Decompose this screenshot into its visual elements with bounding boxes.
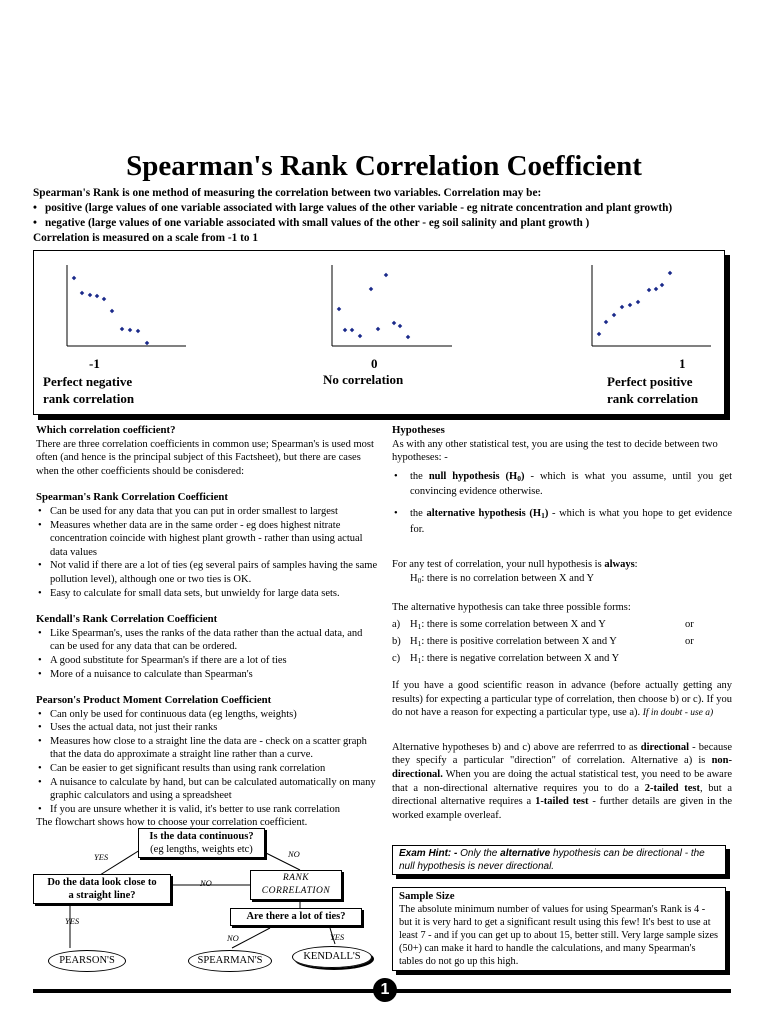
section-heading: Pearson's Product Moment Correlation Coefficient (36, 694, 272, 707)
form-row: c) $H_1$: there is negative correlation between X and Y (392, 652, 620, 665)
right-column (392, 424, 732, 822)
scatter-point (95, 294, 100, 299)
scatter-point (358, 334, 363, 339)
scatter-point (136, 329, 141, 334)
scatter-point (660, 283, 665, 288)
intro-line: Correlation is measured on a scale from -1 to 1 (33, 232, 258, 244)
list-item: • Measures whether data are in the same order - eg does highest nitrate concentration coincide with highest plant growth - rather than using actual data values (36, 519, 378, 560)
paragraph: The alternative hypothesis can take three possible forms: (392, 602, 631, 614)
scatter-point (628, 303, 633, 308)
flowchart-no: NO (200, 878, 212, 888)
scatter-point (102, 297, 107, 302)
section-heading: Kendall's Rank Correlation Coefficient (36, 613, 218, 626)
scatter-point (654, 287, 659, 292)
scatter-point (350, 328, 355, 333)
pearson-list (36, 708, 378, 817)
list-item-alternative: • the alternative hypothesis $(H_1)$ - which is what you hope to get evidence for. (392, 507, 732, 536)
page-title: Spearman's Rank Correlation Coefficient (126, 150, 642, 182)
section-heading: Sample Size (399, 890, 455, 902)
intro-line: Spearman's Rank is one method of measuring the correlation between two variables. Correlation may be: (33, 187, 542, 199)
list-item: • Can only be used for continuous data (eg lengths, weights) (36, 708, 378, 722)
intro-bullet: • positive (large values of one variable associated with large values of the other variable - eg nitrate concentration and plant growth) (33, 202, 673, 214)
scatter-point (604, 320, 609, 325)
scatter-point (145, 341, 150, 346)
panel-label: Perfect negative (43, 374, 133, 389)
paragraph: Alternative hypotheses b) and c) above are referrred to as directional - because they specify a particular "direction" of correlation. Alternative a) is non-directional. When you are doing the actual statistical test, you need to be aware that a non-directional alternative requires you to do a 2-tailed test, but a directional alternative requires a 1-tailed test - further details are given in the worked example overleaf. (392, 741, 733, 821)
scatter-point (88, 293, 93, 298)
left-column (36, 424, 378, 830)
scatter-point (376, 327, 381, 332)
flowchart-no: NO (288, 849, 300, 859)
scatter-point (392, 321, 397, 326)
list-item: • If you are unsure whether it is valid, it's better to use rank correlation (36, 803, 378, 817)
flowchart-rank-correlation: RANK CORRELATION (250, 870, 342, 900)
flowchart-question-straight-line: Do the data look close to a straight line? (33, 874, 171, 904)
list-item: • More of a nuisance to calculate than Spearman's (36, 668, 378, 682)
flowchart-yes: YES (94, 852, 109, 862)
panel-value: -1 (89, 356, 100, 371)
list-item: • Not valid if there are a lot of ties (eg several pairs of samples having the same pollution level), although one or two ties is OK. (36, 559, 378, 586)
paragraph: For any test of correlation, your null hypothesis is always: (392, 559, 638, 571)
list-item: • Uses the actual data, not just their ranks (36, 721, 378, 735)
scatter-point (128, 328, 133, 333)
paragraph: The flowchart shows how to choose your correlation coefficient. (36, 817, 308, 829)
scatter-point (406, 335, 411, 340)
panel-value: 1 (679, 356, 686, 371)
flowchart-yes: YES (65, 916, 80, 926)
list-item: • Can be easier to get significant results than using rank correlation (36, 762, 378, 776)
form-row: b) $H_1$: there is positive correlation between X and Y or (392, 635, 694, 648)
list-item: • Easy to calculate for small data sets, but unwieldy for large data sets. (36, 587, 378, 601)
sample-size-box (392, 887, 726, 971)
list-item: • Measures how close to a straight line the data are - check on a scatter graph that the data do approximate a straight line rather than a curve. (36, 735, 378, 762)
scatter-point (620, 305, 625, 310)
flowchart-kendalls: KENDALL'S (292, 946, 372, 968)
flowchart-no: NO (227, 933, 239, 943)
list-item-null: • the null hypothesis $(H_0)$ - which is what you assume, until you get convincing evidence otherwise. (392, 470, 732, 499)
list-item: • Like Spearman's, uses the ranks of the data rather than the actual data, and can be used for any data that can be ordered. (36, 627, 378, 654)
scatter-point (384, 273, 389, 278)
flowchart-spearmans: SPEARMAN'S (188, 950, 272, 972)
flowchart-question-continuous: Is the data continuous? (eg lengths, weights etc) (138, 828, 265, 858)
scatter-point (72, 276, 77, 281)
page-number: 1 (373, 978, 397, 1002)
exam-hint: Exam Hint: - Only the alternative hypothesis can be directional - the null hypothesis is never directional. (392, 845, 726, 875)
panel-label: rank correlation (43, 391, 135, 406)
scatter-point (597, 332, 602, 337)
panel-label: No correlation (323, 372, 404, 387)
scatter-point (110, 309, 115, 314)
form-row: a) $H_1$: there is some correlation between X and Y or (392, 618, 694, 631)
paragraph: The absolute minimum number of values for using Spearman's Rank is 4 - but it is very hard to get a significant result using this few! It's best to use at least 7 - and if you can get up to about 15, better still. Very large sample sizes (50+) can make it hard to handle the calculations, and many Spearman's tables do not go up this high. (399, 904, 719, 967)
section-heading: Which correlation coefficient? (36, 424, 176, 436)
flowchart-yes: YES (330, 932, 345, 942)
scatter-point (80, 291, 85, 296)
scatter-point (120, 327, 125, 332)
panel-label: Perfect positive (607, 374, 693, 389)
list-item: • A good substitute for Spearman's if there are a lot of ties (36, 654, 378, 668)
scatter-point (398, 324, 403, 329)
scatter-point (612, 313, 617, 318)
scatter-point (636, 300, 641, 305)
hypotheses-list (392, 470, 732, 536)
list-item: • Can be used for any data that you can put in order smallest to largest (36, 505, 378, 519)
panel-label: rank correlation (607, 391, 699, 406)
scatter-point (668, 271, 673, 276)
correlation-figure (33, 250, 725, 415)
panel-value: 0 (371, 356, 378, 371)
section-heading: Spearman's Rank Correlation Coefficient (36, 491, 229, 504)
flowchart-question-ties: Are there a lot of ties? (230, 908, 362, 926)
spearman-list (36, 505, 378, 600)
scatter-point (647, 288, 652, 293)
paragraph: As with any other statistical test, you are using the test to decide between two hypotheses: - (392, 438, 718, 464)
flowchart-pearsons: PEARSON'S (48, 950, 126, 972)
paragraph: If you have a good scientific reason in advance (before actually getting any results) for expecting a particular type of correlation, then choose b) or c). If you do not have a reason for expecting a particular type, use a). If in doubt - use a) (392, 679, 732, 719)
intro-bullet: • negative (large values of one variable associated with small values of the other - eg soil salinity and plant growth ) (33, 217, 590, 229)
intro (33, 186, 753, 246)
paragraph: There are three correlation coefficients in common use; Spearman's is used most often (and hence is the principal subject of this Factsheet), but there are cases when the other coefficients should be conisdered: (36, 438, 374, 477)
kendall-list (36, 627, 378, 681)
list-item: • A nuisance to calculate by hand, but can be calculated automatically on many graphic calculators and using a spreadsheet (36, 776, 378, 803)
null-statement: $H_0$: there is no correlation between X and Y (410, 572, 595, 585)
scatter-point (343, 328, 348, 333)
section-heading: Hypotheses (392, 424, 445, 436)
scatter-point (337, 307, 342, 312)
scatter-point (369, 287, 374, 292)
